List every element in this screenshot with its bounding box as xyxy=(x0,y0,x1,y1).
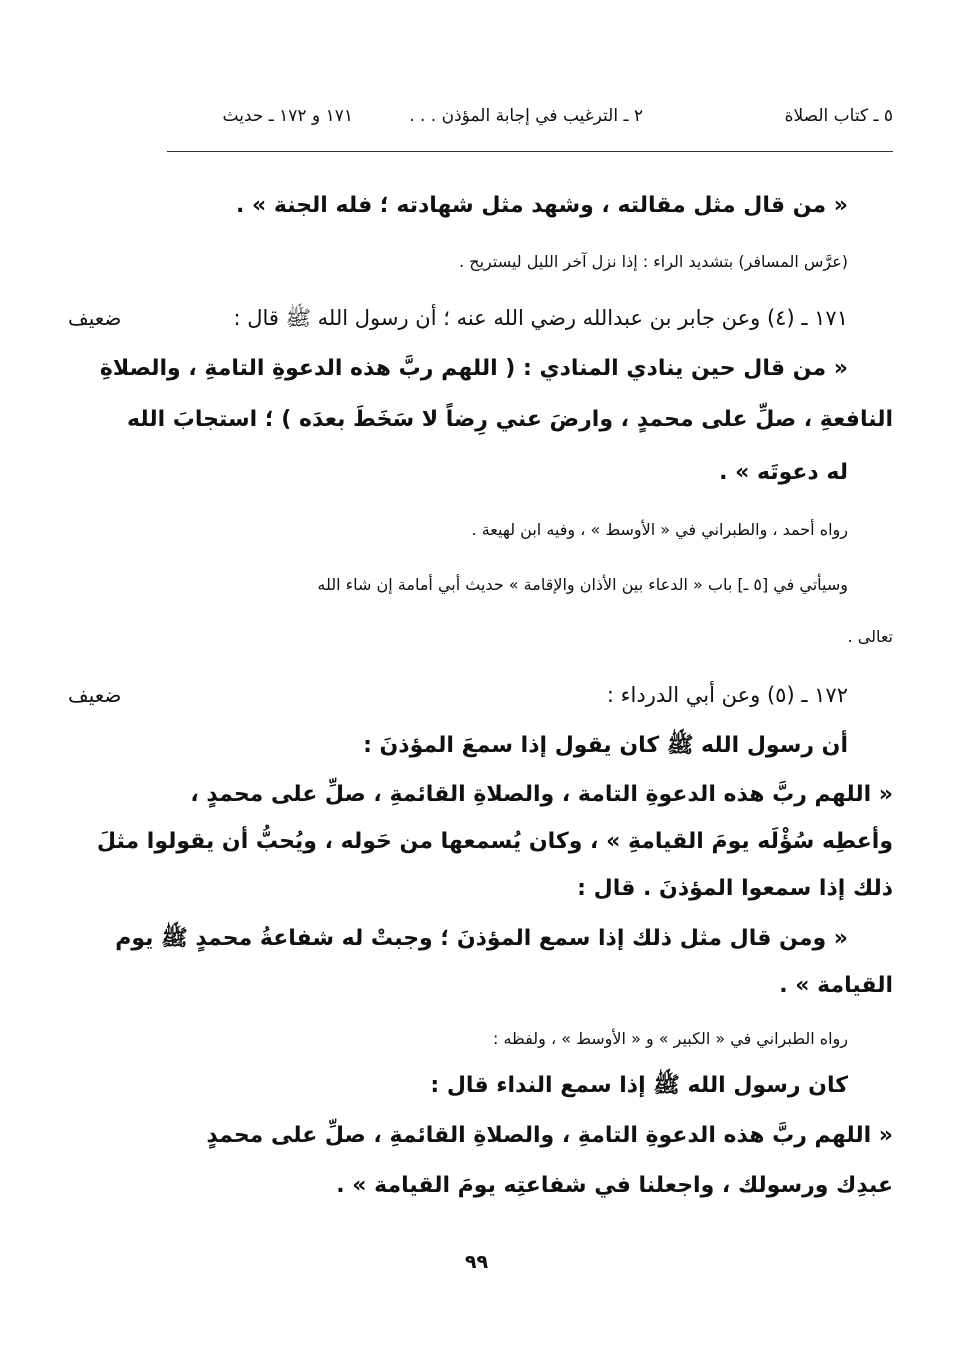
hadith-grade-172: ضعيف xyxy=(68,683,122,707)
text-line: « اللهم ربَّ هذه الدعوةِ التامة ، والصلاةِ القائمةِ ، صلِّ على محمدٍ ، xyxy=(190,782,893,807)
header-divider xyxy=(167,151,893,152)
text-line: ١٧٢ ـ (٥) وعن أبي الدرداء : xyxy=(606,683,848,707)
header-chapter-title: ٢ ـ الترغيب في إجابة المؤذن . . . xyxy=(409,106,643,126)
text-line: ذلك إذا سمعوا المؤذنَ . قال : xyxy=(577,876,893,901)
header-hadith-range: ١٧١ و ١٧٢ ـ حديث xyxy=(222,106,353,126)
text-line: تعالى . xyxy=(847,627,893,646)
text-line: « ومن قال مثل ذلك إذا سمع المؤذنَ ؛ وجبتْ له شفاعةُ محمدٍ ﷺ يوم xyxy=(115,926,848,951)
hadith-grade-171: ضعيف xyxy=(68,306,122,330)
text-line: رواه أحمد ، والطبراني في « الأوسط » ، وفيه ابن لهيعة . xyxy=(471,520,848,539)
text-line: كان رسول الله ﷺ إذا سمع النداء قال : xyxy=(430,1073,848,1098)
text-line: « من قال حين ينادي المنادي : ( اللهم ربَّ هذه الدعوةِ التامةِ ، والصلاةِ xyxy=(99,356,848,381)
text-line: « اللهم ربَّ هذه الدعوةِ التامةِ ، والصلاةِ القائمةِ ، صلِّ على محمدٍ xyxy=(206,1123,893,1148)
text-line: أن رسول الله ﷺ كان يقول إذا سمعَ المؤذنَ : xyxy=(363,733,848,758)
text-line: القيامة » . xyxy=(779,973,893,998)
text-line: له دعوتَه » . xyxy=(719,460,848,485)
text-line: رواه الطبراني في « الكبير » و « الأوسط » ، ولفظه : xyxy=(493,1029,848,1048)
page-number: ٩٩ xyxy=(464,1251,489,1273)
text-line: (عرَّس المسافر) بتشديد الراء : إذا نزل آخر الليل ليستريح . xyxy=(459,252,848,271)
text-line: النافعةِ ، صلِّ على محمدٍ ، وارضَ عني رِضاً لا سَخَطَ بعدَه ) ؛ استجابَ الله xyxy=(127,407,893,432)
header-book-title: ٥ ـ كتاب الصلاة xyxy=(784,106,893,126)
text-line: وسيأتي في [٥ ـ] باب « الدعاء بين الأذان والإقامة » حديث أبي أمامة إن شاء الله xyxy=(317,575,848,594)
text-line: « من قال مثل مقالته ، وشهد مثل شهادته ؛ فله الجنة » . xyxy=(235,193,848,218)
text-line: عبدِك ورسولك ، واجعلنا في شفاعتِه يومَ القيامة » . xyxy=(336,1173,893,1198)
text-line: ١٧١ ـ (٤) وعن جابر بن عبدالله رضي الله عنه ؛ أن رسول الله ﷺ قال : xyxy=(233,306,848,330)
text-line: وأعطِه سُؤْلَه يومَ القيامةِ » ، وكان يُسمعها من حَوله ، ويُحبُّ أن يقولوا مثلَ xyxy=(96,829,893,854)
